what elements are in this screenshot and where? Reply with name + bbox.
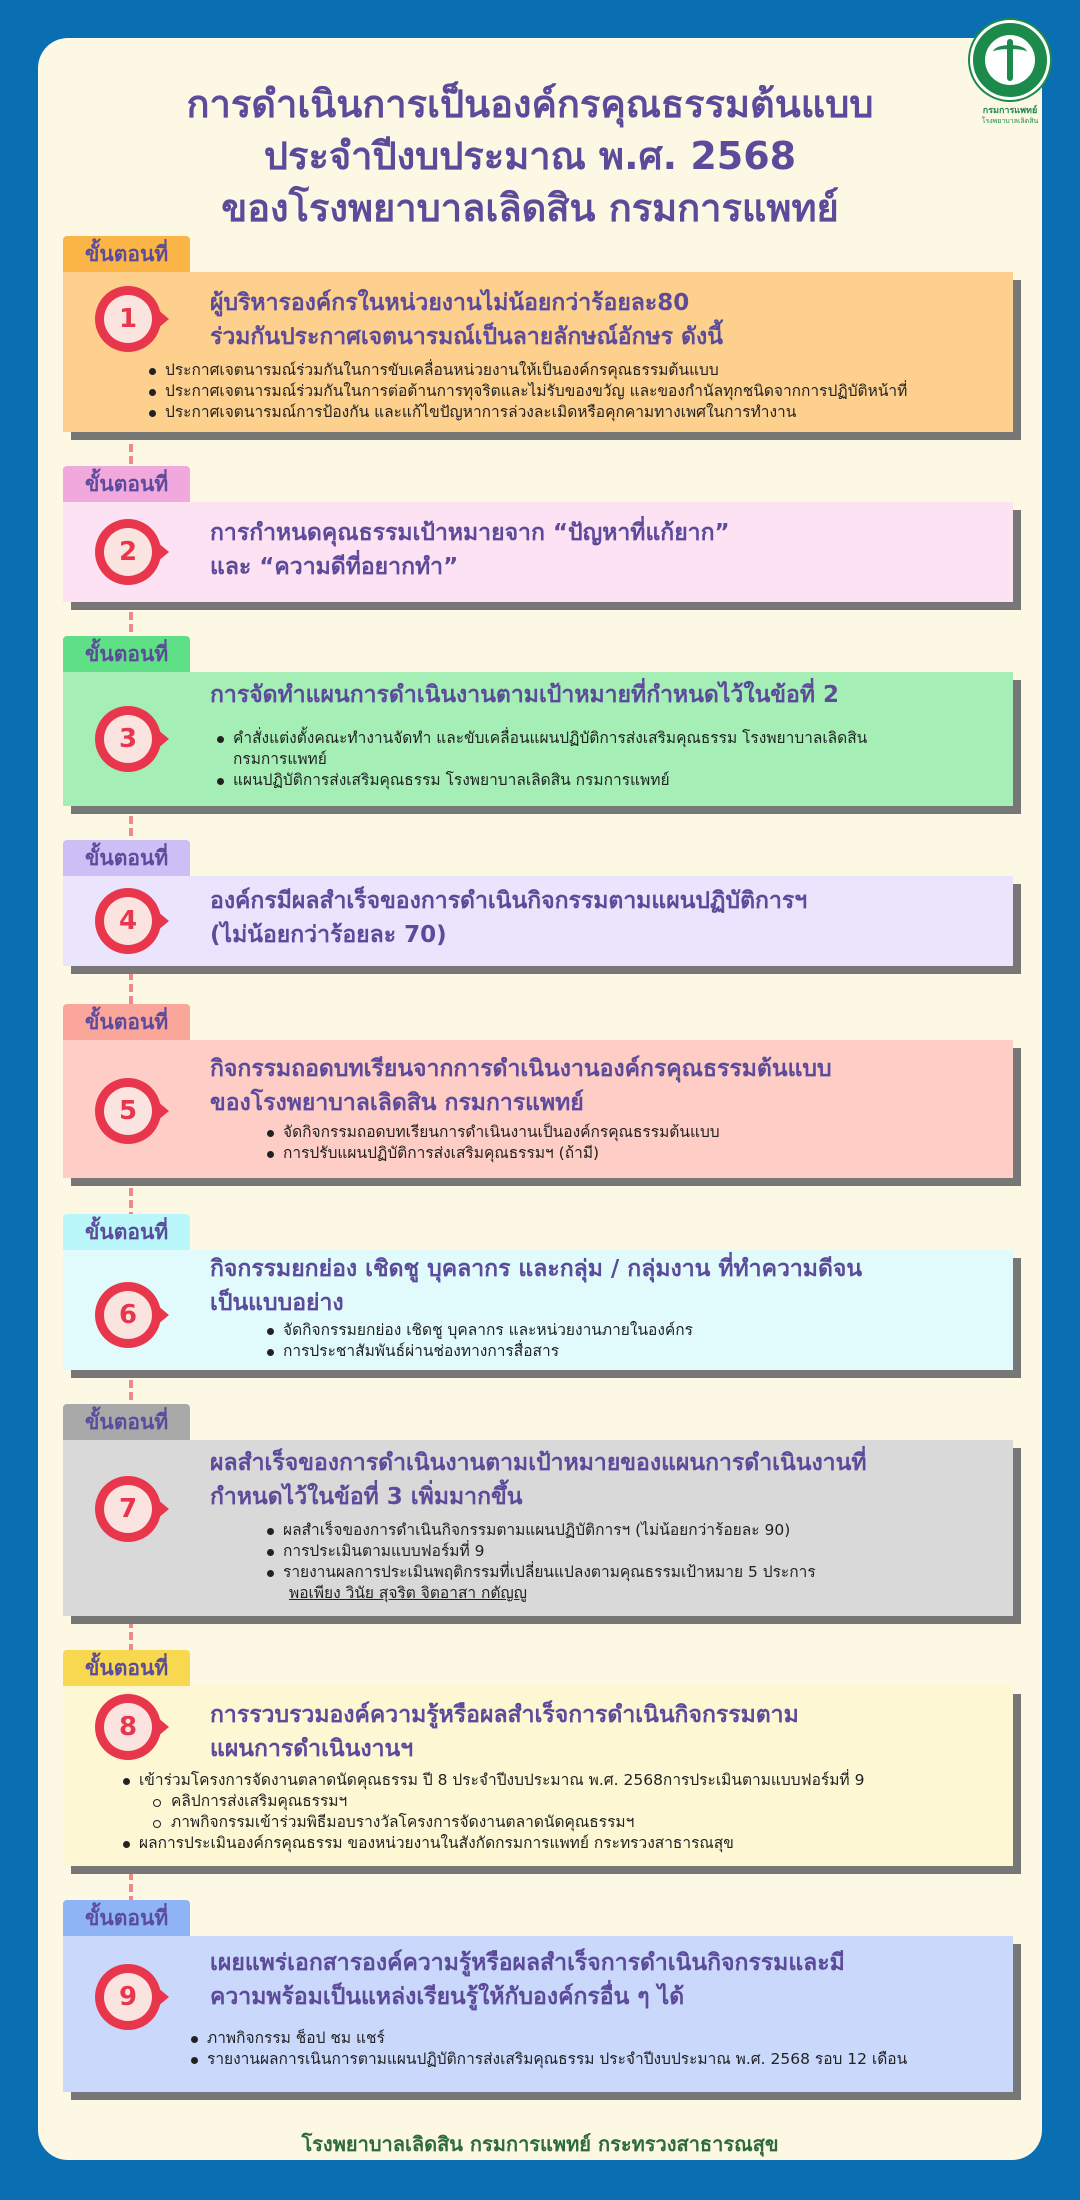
step-number: 9 xyxy=(104,1973,152,2021)
step-tab: ขั้นตอนที่ xyxy=(63,236,190,272)
step-number-badge xyxy=(95,1078,169,1144)
footer-text: โรงพยาบาลเลิดสิน กรมการแพทย์ กระทรวงสาธารณสุข xyxy=(301,2132,779,2156)
step-8-box xyxy=(63,1686,1013,1866)
step-number-badge xyxy=(95,286,169,352)
list-item: ผลการประเมินองค์กรคุณธรรม ของหน่วยงานในสังกัดกรมการแพทย์ กระทรวงสาธารณสุข xyxy=(119,1833,864,1854)
list-item: การปรับแผนปฏิบัติการส่งเสริมคุณธรรมฯ (ถ้ามี) xyxy=(263,1143,720,1164)
step-heading-line: ของโรงพยาบาลเลิดสิน กรมการแพทย์ xyxy=(210,1090,584,1116)
list-item: ผลสำเร็จของการดำเนินกิจกรรมตามแผนปฏิบัติการฯ (ไม่น้อยกว่าร้อยละ 90) xyxy=(263,1520,816,1541)
step-tab: ขั้นตอนที่ xyxy=(63,636,190,672)
step-2-box xyxy=(63,502,1013,602)
list-item: รายงานผลการเนินการตามแผนปฏิบัติการส่งเสริมคุณธรรม ประจำปีงบประมาณ พ.ศ. 2568 รอบ 12 เดือน xyxy=(187,2049,907,2070)
step-number-badge xyxy=(95,1694,169,1760)
step-bullets xyxy=(145,360,907,423)
list-item-continuation xyxy=(263,1583,816,1604)
step-heading-line: กิจกรรมถอดบทเรียนจากการดำเนินงานองค์กรคุณธรรมต้นแบบ xyxy=(210,1056,832,1082)
step-number-badge xyxy=(95,1476,169,1542)
step-heading xyxy=(210,1052,832,1120)
step-heading-line: ร่วมกันประกาศเจตนารมณ์เป็นลายลักษณ์อักษร ดังนี้ xyxy=(210,324,723,350)
list-subitem: ภาพกิจกรรมเข้าร่วมพิธีมอบรางวัลโครงการจัดงานตลาดนัดคุณธรรมฯ xyxy=(119,1812,864,1833)
logo-subtext: โรงพยาบาลเลิดสิน xyxy=(981,117,1039,125)
list-item: แผนปฏิบัติการส่งเสริมคุณธรรม โรงพยาบาลเลิดสิน กรมการแพทย์ xyxy=(213,770,867,791)
page-title xyxy=(60,78,1000,234)
step-number: 3 xyxy=(104,715,152,763)
step-heading xyxy=(210,1946,845,2014)
logo-text: กรมการแพทย์ xyxy=(982,106,1038,116)
step-heading xyxy=(210,1446,866,1514)
step-heading-line: กิจกรรมยกย่อง เชิดชู บุคลากร และกลุ่ม / กลุ่มงาน ที่ทำความดีจน xyxy=(210,1256,863,1282)
step-9-box xyxy=(63,1936,1013,2092)
step-heading xyxy=(210,286,723,354)
step-number-badge xyxy=(95,1282,169,1348)
step-tab: ขั้นตอนที่ xyxy=(63,1214,190,1250)
list-subitem: คลิปการส่งเสริมคุณธรรมฯ xyxy=(119,1791,864,1812)
step-tab: ขั้นตอนที่ xyxy=(63,1004,190,1040)
step-tab: ขั้นตอนที่ xyxy=(63,1900,190,1936)
step-heading-line: การกำหนดคุณธรรมเป้าหมายจาก “ปัญหาที่แก้ยาก” xyxy=(210,520,730,546)
step-heading-line: การรวบรวมองค์ความรู้หรือผลสำเร็จการดำเนินกิจกรรมตาม xyxy=(210,1702,799,1728)
list-item: จัดกิจกรรมยกย่อง เชิดชู บุคลากร และหน่วยงานภายในองค์กร xyxy=(263,1320,693,1341)
step-5-box xyxy=(63,1040,1013,1178)
step-heading xyxy=(210,1698,799,1766)
step-number: 2 xyxy=(104,528,152,576)
step-number: 4 xyxy=(104,897,152,945)
step-number: 5 xyxy=(104,1087,152,1135)
virtues-list: พอเพียง วินัย สุจริต จิตอาสา กตัญญู xyxy=(289,1584,527,1602)
step-bullets xyxy=(263,1320,693,1362)
step-number: 1 xyxy=(104,295,152,343)
title-line: การดำเนินการเป็นองค์กรคุณธรรมต้นแบบ xyxy=(186,82,874,126)
list-item: ภาพกิจกรรม ช็อป ชม แชร์ xyxy=(187,2028,907,2049)
list-item: ประกาศเจตนารมณ์ร่วมกันในการต่อต้านการทุจริตและไม่รับของขวัญ และของกำนัลทุกชนิดจากการปฏิบัติหน้าที่ xyxy=(145,381,907,402)
step-number-badge xyxy=(95,1964,169,2030)
list-item: เข้าร่วมโครงการจัดงานตลาดนัดคุณธรรม ปี 8 ประจำปีงบประมาณ พ.ศ. 2568การประเมินตามแบบฟอร์มที่ 9 xyxy=(119,1770,864,1791)
step-bullets xyxy=(187,2028,907,2070)
step-heading-line: แผนการดำเนินงานฯ xyxy=(210,1736,414,1762)
step-heading xyxy=(210,678,839,712)
step-bullets xyxy=(119,1770,864,1854)
step-number: 8 xyxy=(104,1703,152,1751)
list-item-continuation: กรมการแพทย์ xyxy=(233,750,327,768)
step-heading-line: เป็นแบบอย่าง xyxy=(210,1290,344,1316)
step-heading-line: ผลสำเร็จของการดำเนินงานตามเป้าหมายของแผนการดำเนินงานที่ xyxy=(210,1450,867,1476)
step-heading-line: ความพร้อมเป็นแหล่งเรียนรู้ให้กับองค์กรอื่น ๆ ได้ xyxy=(210,1984,685,2010)
step-1-box xyxy=(63,272,1013,432)
step-heading-line: การจัดทำแผนการดำเนินงานตามเป้าหมายที่กำหนดไว้ในข้อที่ 2 xyxy=(210,682,839,708)
step-heading-line: เผยแพร่เอกสารองค์ความรู้หรือผลสำเร็จการดำเนินกิจกรรมและมี xyxy=(210,1950,845,1976)
list-item: จัดกิจกรรมถอดบทเรียนการดำเนินงานเป็นองค์กรคุณธรรมต้นแบบ xyxy=(263,1122,720,1143)
step-7-box xyxy=(63,1440,1013,1616)
step-4-box xyxy=(63,876,1013,966)
list-item: รายงานผลการประเมินพฤติกรรมที่เปลี่ยนแปลงตามคุณธรรมเป้าหมาย 5 ประการ xyxy=(263,1562,816,1583)
step-6-box xyxy=(63,1250,1013,1370)
step-number-badge xyxy=(95,888,169,954)
step-3-box xyxy=(63,672,1013,806)
list-item: การประเมินตามแบบฟอร์มที่ 9 xyxy=(263,1541,816,1562)
ministry-logo xyxy=(970,20,1050,130)
step-heading-line: ผู้บริหารองค์กรในหน่วยงานไม่น้อยกว่าร้อยละ80 xyxy=(210,290,690,316)
step-number: 7 xyxy=(104,1485,152,1533)
list-item: ประกาศเจตนารมณ์การป้องกัน และแก้ไขปัญหาการล่วงละเมิดหรือคุกคามทางเพศในการทำงาน xyxy=(145,402,907,423)
step-tab: ขั้นตอนที่ xyxy=(63,840,190,876)
step-heading xyxy=(210,884,807,952)
step-heading-line: และ “ความดีที่อยากทำ” xyxy=(210,554,459,580)
title-line: ของโรงพยาบาลเลิดสิน กรมการแพทย์ xyxy=(221,186,839,230)
step-heading-line: องค์กรมีผลสำเร็จของการดำเนินกิจกรรมตามแผนปฏิบัติการฯ xyxy=(210,888,808,914)
step-bullets xyxy=(263,1122,720,1164)
caduceus-icon xyxy=(970,20,1050,100)
step-heading-line: (ไม่น้อยกว่าร้อยละ 70) xyxy=(210,922,447,948)
step-heading xyxy=(210,516,730,584)
step-bullets xyxy=(263,1520,816,1604)
title-line: ประจำปีงบประมาณ พ.ศ. 2568 xyxy=(263,134,797,178)
step-number-badge xyxy=(95,519,169,585)
step-heading xyxy=(210,1252,862,1320)
list-item: การประชาสัมพันธ์ผ่านช่องทางการสื่อสาร xyxy=(263,1341,693,1362)
list-item: ประกาศเจตนารมณ์ร่วมกันในการขับเคลื่อนหน่วยงานให้เป็นองค์กรคุณธรรมต้นแบบ xyxy=(145,360,907,381)
step-tab: ขั้นตอนที่ xyxy=(63,466,190,502)
step-bullets xyxy=(213,728,867,791)
step-heading-line: กำหนดไว้ในข้อที่ 3 เพิ่มมากขึ้น xyxy=(210,1484,523,1510)
step-number-badge xyxy=(95,706,169,772)
list-item: คำสั่งแต่งตั้งคณะทำงานจัดทำ และขับเคลื่อนแผนปฏิบัติการส่งเสริมคุณธรรม โรงพยาบาลเลิดสิน xyxy=(213,728,867,749)
step-number: 6 xyxy=(104,1291,152,1339)
step-tab: ขั้นตอนที่ xyxy=(63,1650,190,1686)
step-tab: ขั้นตอนที่ xyxy=(63,1404,190,1440)
